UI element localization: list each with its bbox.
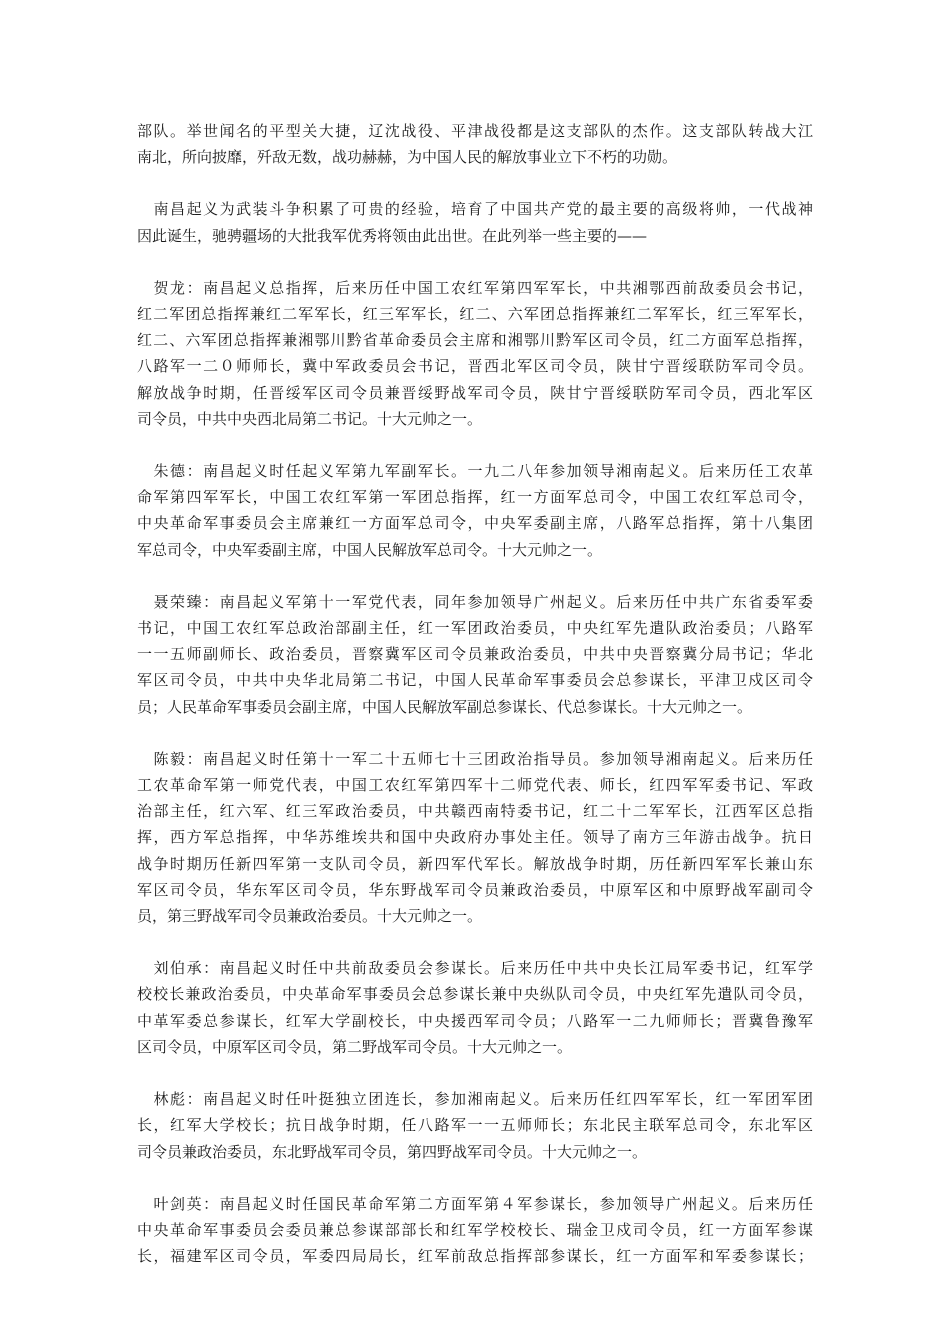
paragraph [137,196,813,248]
paragraph [137,458,813,563]
text-line: 军总司令，中央军委副主席，中国人民解放军总司令。十大元帅之一。 [137,540,603,559]
text-line: 贺龙：南昌起义总指挥，后来历任中国工农红军第四军军长，中共湘鄂西前敌委员会书记， [137,278,813,297]
paragraph [137,118,813,170]
text-line: 校校长兼政治委员，中央革命军事委员会总参谋长兼中央纵队司令员，中央红军先遣队司令员， [137,985,813,1004]
text-line: 命军第四军军长，中国工农红军第一军团总指挥，红一方面军总司令，中国工农红军总司令， [137,488,813,507]
paragraph [137,746,813,929]
text-line: 南昌起义为武装斗争积累了可贵的经验，培育了中国共产党的最主要的高级将帅，一代战神 [137,200,813,219]
text-line: 战争时期历任新四军第一支队司令员，新四军代军长。解放战争时期，历任新四军军长兼山东 [137,854,813,873]
text-line: 军区司令员，华东军区司令员，华东野战军司令员兼政治委员，中原军区和中原野战军副司令 [137,880,813,899]
text-line: 部队。举世闻名的平型关大捷，辽沈战役、平津战役都是这支部队的杰作。这支部队转战大江 [137,122,813,140]
text-line: 治部主任，红六军、红三军政治委员，中共赣西南特委书记，红二十二军军长，江西军区总指 [137,802,813,821]
text-line: 林彪：南昌起义时任叶挺独立团连长，参加湘南起义。后来历任红四军军长，红一军团军团 [137,1090,813,1109]
document-page [137,118,813,1295]
text-line: 解放战争时期，任晋绥军区司令员兼晋绥野战军司令员，陕甘宁晋绥联防军司令员，西北军区 [137,383,813,402]
text-line: 聂荣臻：南昌起义军第十一军党代表，同年参加领导广州起义。后来历任中共广东省委军委 [137,592,813,611]
text-line: 员；人民革命军事委员会副主席，中国人民解放军副总参谋长、代总参谋长。十大元帅之一。 [137,697,753,716]
text-line: 区司令员，中原军区司令员，第二野战军司令员。十大元帅之一。 [137,1037,573,1056]
text-line: 挥，西方军总指挥，中华苏维埃共和国中央政府办事处主任。领导了南方三年游击战争。抗日 [137,828,813,847]
text-line: 员，第三野战军司令员兼政治委员。十大元帅之一。 [137,907,483,926]
text-line: 因此诞生，驰骋疆场的大批我军优秀将领由此出世。在此列举一些主要的—— [137,226,648,245]
text-line: 军区司令员，中共中央华北局第二书记，中国人民革命军事委员会总参谋长，平津卫戍区司令 [137,671,813,690]
text-line: 南北，所向披靡，歼敌无数，战功赫赫，为中国人民的解放事业立下不朽的功勋。 [137,148,678,167]
text-line: 长，红军大学校长；抗日战争时期，任八路军一一五师师长；东北民主联军总司令，东北军区 [137,1116,813,1135]
paragraph [137,1086,813,1165]
text-line: 司令员，中共中央西北局第二书记。十大元帅之一。 [137,409,483,428]
text-line: 工农革命军第一师党代表，中国工农红军第四军十二师党代表、师长，红四军军委书记、军政 [137,776,813,795]
text-line: 中革军委总参谋长，红军大学副校长，中央援西军司令员；八路军一二九师师长；晋冀鲁豫军 [137,1011,813,1030]
text-line: 长，福建军区司令员，军委四局局长，红军前敌总指挥部参谋长，红一方面军和军委参谋长； [137,1247,813,1266]
paragraph [137,589,813,720]
text-line: 陈毅：南昌起义时任第十一军二十五师七十三团政治指导员。参加领导湘南起义。后来历任 [137,749,813,768]
paragraph [137,1191,813,1270]
text-line: 朱德：南昌起义时任起义军第九军副军长。一九二八年参加领导湘南起义。后来历任工农革 [137,462,813,481]
text-line: 司令员兼政治委员，东北野战军司令员，第四野战军司令员。十大元帅之一。 [137,1142,648,1161]
text-line: 书记，中国工农红军总政治部副主任，红一军团政治委员，中央红军先遣队政治委员；八路军 [137,619,813,638]
paragraph [137,275,813,432]
text-line: 中央革命军事委员会主席兼红一方面军总司令，中央军委副主席，八路军总指挥，第十八集团 [137,514,813,533]
text-line: 叶剑英：南昌起义时任国民革命军第二方面军第４军参谋长，参加领导广州起义。后来历任 [137,1194,813,1213]
text-line: 一一五师副师长、政治委员，晋察冀军区司令员兼政治委员，中共中央晋察冀分局书记；华北 [137,645,813,664]
paragraph [137,955,813,1060]
text-line: 刘伯承：南昌起义时任中共前敌委员会参谋长。后来历任中共中央长江局军委书记，红军学 [137,959,813,978]
text-line: 中央革命军事委员会委员兼总参谋部部长和红军学校校长、瑞金卫戍司令员，红一方面军参谋 [137,1220,813,1239]
text-line: 八路军一二０师师长，冀中军政委员会书记，晋西北军区司令员，陕甘宁晋绥联防军司令员。 [137,357,813,376]
text-line: 红二、六军团总指挥兼湘鄂川黔省革命委员会主席和湘鄂川黔军区司令员，红二方面军总指挥， [137,331,813,350]
text-line: 红二军团总指挥兼红二军军长，红三军军长，红二、六军团总指挥兼红二军军长，红三军军长， [137,305,813,324]
